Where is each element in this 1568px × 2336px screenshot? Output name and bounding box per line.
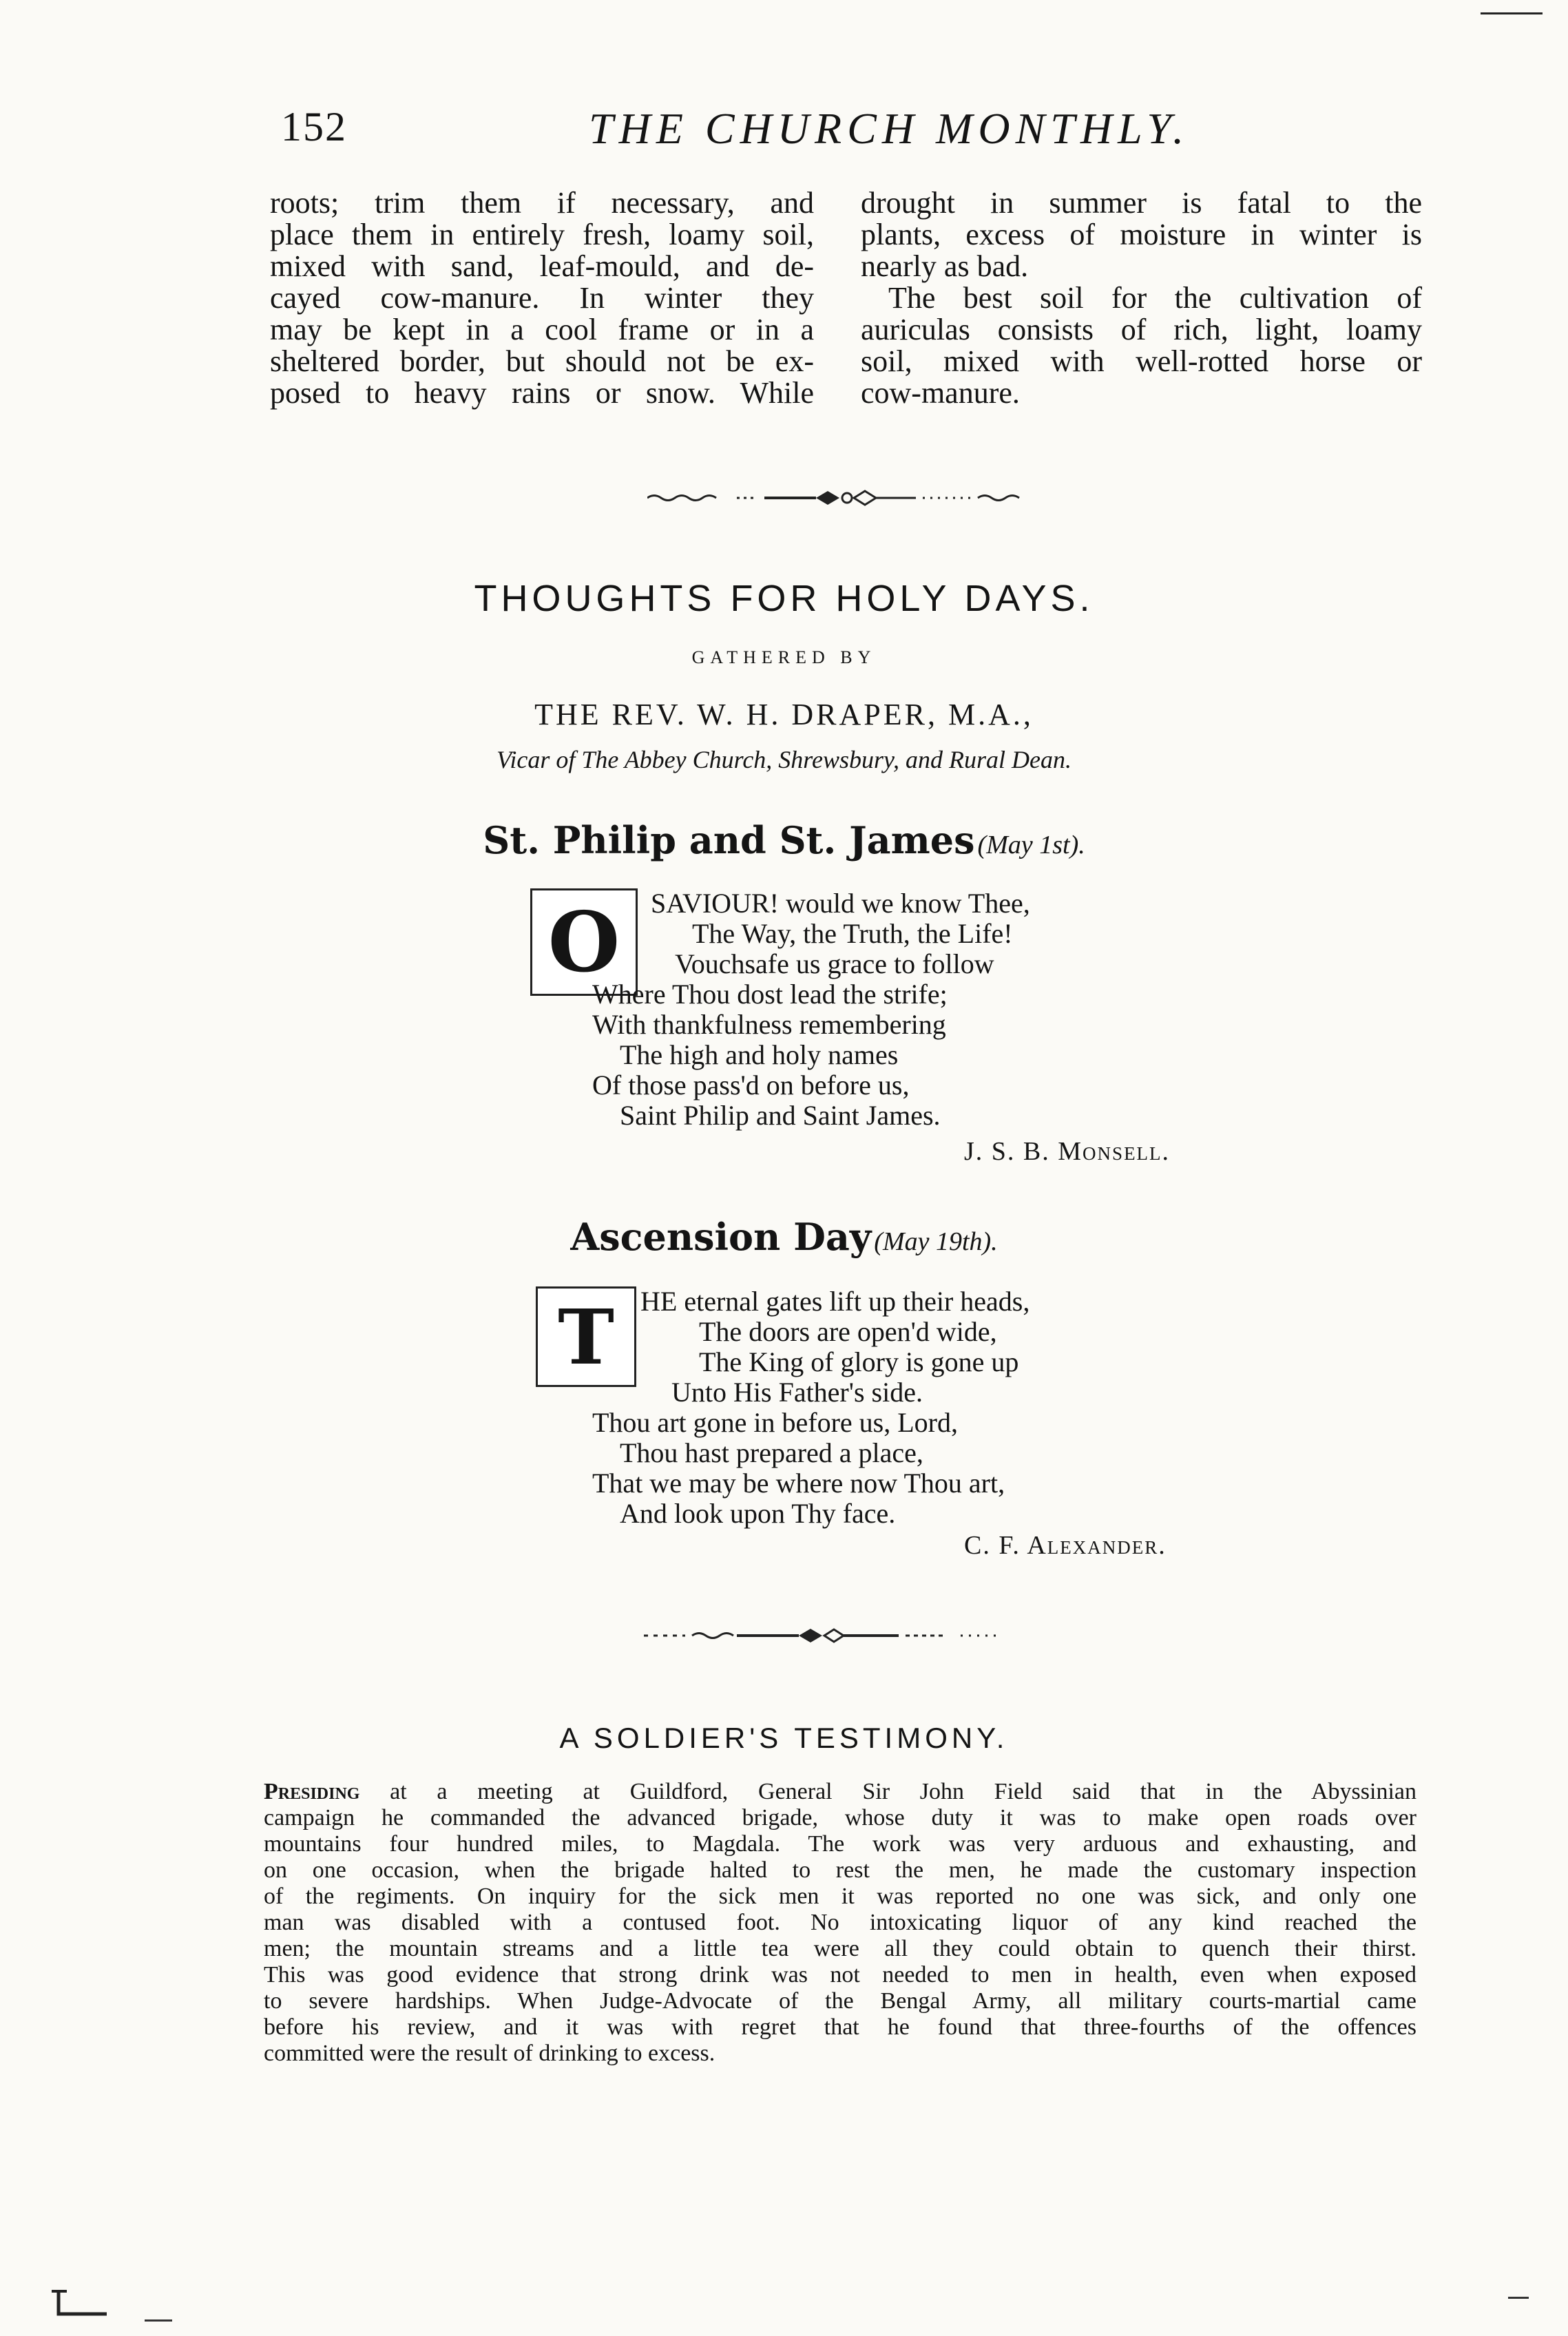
section-title-philip-james — [0, 818, 1568, 862]
text-line: sheltered border, but should not be ex- — [270, 344, 814, 378]
text-line: place them in entirely fresh, loamy soil, — [270, 218, 814, 251]
text-line: plants, excess of moisture in winter is — [861, 218, 1422, 251]
running-title: THE CHURCH MONTHLY. — [589, 104, 1190, 153]
text-line: cow-manure. — [861, 376, 1020, 410]
text-line: before his review, and it was with regret that he found that three-fourths of the offences — [264, 2014, 1417, 2040]
scan-mark — [45, 2290, 114, 2321]
section-title-ascension — [0, 1215, 1568, 1259]
author-title: Vicar of The Abbey Church, Shrewsbury, and Rural Dean. — [496, 746, 1072, 773]
poem-line: And look upon Thy face. — [620, 1498, 896, 1529]
text-line: The best soil for the cultivation of — [888, 281, 1422, 315]
section-date: (May 19th). — [874, 1227, 998, 1256]
text-line: soil, mixed with well-rotted horse or — [861, 344, 1422, 378]
poem-philip-james — [592, 888, 1030, 1131]
text-line: committed were the result of drinking to excess. — [264, 2041, 715, 2066]
text-line: This was good evidence that strong drink was not needed to men in health, even when exposed — [264, 1962, 1417, 1988]
text-line: man was disabled with a contused foot. No intoxicating liquor of any kind reached the — [264, 1910, 1417, 1935]
text-line: posed to heavy rains or snow. While — [270, 376, 814, 410]
poem-line: Saint Philip and Saint James. — [620, 1100, 941, 1131]
text-line: mountains four hundred miles, to Magdala. The work was very arduous and exhausting, and — [264, 1831, 1417, 1857]
text-line: campaign he commanded the advanced brigade, whose duty it was to make open roads over — [264, 1805, 1417, 1831]
text-line: nearly as bad. — [861, 249, 1029, 283]
poem-line: The King of glory is gone up — [699, 1346, 1019, 1377]
ornamental-divider — [644, 1625, 1029, 1646]
text-line: roots; trim them if necessary, and — [270, 186, 814, 220]
corner-rule — [1481, 12, 1543, 14]
poem-line: With thankfulness remembering — [592, 1009, 946, 1040]
poem-line: Thou art gone in before us, Lord, — [592, 1407, 958, 1438]
ornamental-divider — [647, 488, 1033, 508]
poem-line: The Way, the Truth, the Life! — [692, 918, 1013, 949]
poem-line: Thou hast prepared a place, — [620, 1437, 923, 1468]
text-line: auriculas consists of rich, light, loamy — [861, 313, 1422, 346]
poem-line: Of those pass'd on before us, — [592, 1070, 910, 1101]
poem-line: Vouchsafe us grace to follow — [675, 948, 994, 979]
article-title: A SOLDIER'S TESTIMONY. — [559, 1722, 1009, 1754]
page-number: 152 — [281, 104, 347, 149]
text-line: cayed cow-manure. In winter they — [270, 281, 814, 315]
section-title-text: Ascension Day — [570, 1215, 872, 1259]
gathered-by-label: GATHERED BY — [691, 647, 877, 667]
poem-line: Where Thou dost lead the strife; — [592, 979, 948, 1010]
text-line: on one occasion, when the brigade halted to rest the men, he made the customary inspection — [264, 1857, 1417, 1883]
poem-line: The high and holy names — [620, 1039, 899, 1070]
article-body — [264, 1779, 1417, 2067]
right-column — [861, 187, 1422, 409]
author-name: THE REV. W. H. DRAPER, M.A., — [534, 698, 1034, 731]
text-line: to severe hardships. When Judge-Advocate of the Bengal Army, all military courts-martial came — [264, 1988, 1417, 2014]
scan-mark — [145, 2319, 172, 2322]
decorated-initial: O — [530, 888, 638, 996]
section-title-text: St. Philip and St. James — [483, 818, 975, 862]
poem-attribution: C. F. Alexander. — [964, 1531, 1167, 1560]
poem-line: HE eternal gates lift up their heads, — [640, 1286, 1030, 1317]
text-line: of the regiments. On inquiry for the sick men it was reported no one was sick, and only one — [264, 1884, 1417, 1909]
text-line — [264, 1779, 1417, 1805]
poem-line: Unto His Father's side. — [671, 1377, 923, 1408]
poem-attribution: J. S. B. Monsell. — [964, 1137, 1171, 1166]
poem-line: The doors are open'd wide, — [699, 1316, 997, 1347]
text-fragment: at a meeting at Guildford, General Sir John Field said that in the Abyssinian — [359, 1779, 1417, 1804]
poem-line: SAVIOUR! would we know Thee, — [651, 888, 1030, 919]
poem-line: That we may be where now Thou art, — [592, 1468, 1005, 1499]
left-column — [270, 187, 814, 409]
text-line: may be kept in a cool frame or in a — [270, 313, 814, 346]
text-line: mixed with sand, leaf-mould, and de- — [270, 249, 814, 283]
lead-word: Presiding — [264, 1779, 360, 1804]
article-title: THOUGHTS FOR HOLY DAYS. — [474, 578, 1094, 619]
poem-ascension — [592, 1286, 1029, 1529]
text-line: men; the mountain streams and a little tea were all they could obtain to quench their thirst. — [264, 1936, 1417, 1961]
scan-mark — [1508, 2297, 1529, 2299]
text-line: drought in summer is fatal to the — [861, 186, 1422, 220]
section-date: (May 1st). — [977, 831, 1085, 859]
decorated-initial: T — [536, 1286, 636, 1387]
